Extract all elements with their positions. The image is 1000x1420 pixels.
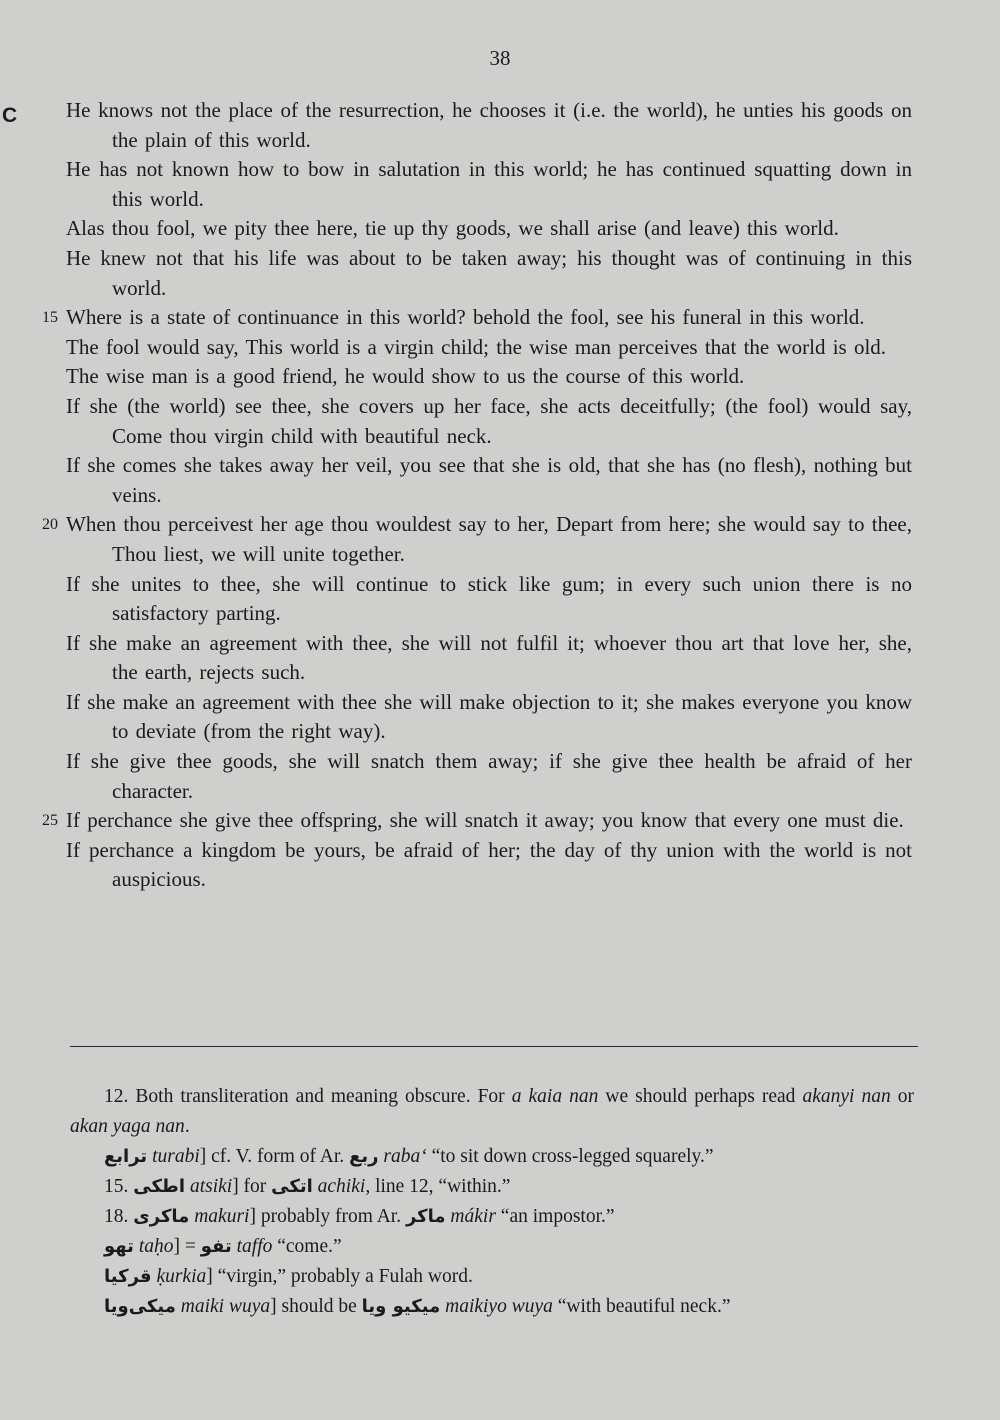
- verse-text-content: If perchance she give thee offspring, she will snatch it away; you know that every one must die.: [66, 808, 904, 833]
- note-text: ] =: [173, 1236, 201, 1257]
- note-text: Both transliteration and meaning obscure. For: [135, 1086, 512, 1107]
- verse-text-content: If she make an agreement with thee, she will not fulfil it; whoever thou art that love her, she, the earth, rejects such.: [66, 630, 912, 685]
- note-number: 12.: [104, 1086, 129, 1107]
- note-text: “come.”: [272, 1236, 342, 1257]
- verse-line: [66, 629, 912, 688]
- line-number: 25: [42, 812, 58, 830]
- verse-line: [66, 688, 912, 747]
- note-italic: turabi: [152, 1146, 200, 1167]
- verse-text-content: If perchance a kingdom be yours, be afraid of her; the day of thy union with the world is not auspicious.: [66, 837, 912, 892]
- verse-text-content: If she give thee goods, she will snatch them away; if she give thee health be afraid of her character.: [66, 749, 912, 803]
- verse-line: [66, 747, 912, 806]
- note-text: or: [890, 1086, 914, 1107]
- margin-letter: C: [2, 104, 18, 127]
- arabic-term: ربع: [349, 1146, 379, 1167]
- verse-text-content: If she unites to thee, she will continue to stick like gum; in every such union there is no satisfactory parting.: [66, 571, 912, 626]
- note-number: 18.: [104, 1206, 129, 1227]
- verse-line: [66, 155, 912, 214]
- note-italic: taffo: [236, 1236, 273, 1257]
- footnote-taho: [70, 1232, 914, 1262]
- footnote-turabi: [70, 1142, 914, 1172]
- note-text: “to sit down cross-legged squarely.”: [426, 1146, 714, 1167]
- footnote-maiki: [70, 1292, 914, 1322]
- verse-line: [66, 96, 912, 155]
- verse-line: [42, 806, 912, 836]
- arabic-term: ماكرى: [133, 1206, 190, 1227]
- note-italic: raba‘: [383, 1146, 427, 1167]
- note-number: 15.: [104, 1176, 129, 1197]
- footnote-15: [70, 1172, 914, 1202]
- footnote-divider: [70, 1046, 918, 1047]
- footnotes: [0, 1082, 1000, 1322]
- verse-line: [66, 451, 912, 510]
- note-italic: maikiyo wuya: [445, 1296, 553, 1317]
- verse-line: [66, 214, 912, 244]
- verse-text-content: If she make an agreement with thee she will make objection to it; she makes everyone you know to deviate (from the right way).: [66, 689, 912, 744]
- verse-line: [42, 510, 912, 569]
- verse-text-content: When thou perceivest her age thou wouldest say to her, Depart from here; she would say to thee, Thou liest, we will unite together.: [66, 512, 912, 566]
- verse-line: [66, 836, 912, 895]
- note-italic: maiki wuya: [180, 1296, 271, 1317]
- note-text: ] cf. V. form of Ar.: [199, 1146, 350, 1167]
- note-text: ] “virgin,” probably a Fulah word.: [206, 1266, 473, 1287]
- arabic-term: اطكى: [133, 1176, 186, 1197]
- note-text: ] probably from Ar.: [249, 1206, 406, 1227]
- note-italic: a kaia nan: [511, 1086, 599, 1107]
- note-text: .: [184, 1116, 190, 1137]
- arabic-term: تفو: [200, 1236, 232, 1257]
- note-italic: akanyi nan: [802, 1086, 891, 1107]
- verse-text-content: The wise man is a good friend, he would show to us the course of this world.: [66, 364, 745, 389]
- arabic-term: ميكى‌ويا: [104, 1296, 176, 1317]
- verse-line: [66, 244, 912, 303]
- verse-text: [0, 96, 1000, 895]
- verse-text-content: If she comes she takes away her veil, you see that she is old, that she has (no flesh), nothing but veins.: [66, 453, 912, 507]
- verse-text-content: He has not known how to bow in salutation in this world; he has continued squatting down in this world.: [66, 157, 912, 211]
- note-italic: mákir: [450, 1206, 496, 1227]
- footnote-kurkia: [70, 1262, 914, 1292]
- verse-text-content: Where is a state of continuance in this world? behold the fool, see his funeral in this world.: [66, 305, 865, 330]
- arabic-term: ميكيو ويا: [361, 1296, 441, 1317]
- verse-line: [66, 570, 912, 629]
- note-italic: atsiki: [189, 1176, 233, 1197]
- note-italic: akan yaga nan: [70, 1116, 185, 1137]
- note-text: “with beautiful neck.”: [552, 1296, 731, 1317]
- verse-text-content: Alas thou fool, we pity thee here, tie up thy goods, we shall arise (and leave) this world.: [66, 216, 839, 241]
- verse-text-content: He knew not that his life was about to be taken away; his thought was of continuing in this world.: [66, 245, 912, 300]
- arabic-term: اتكى: [271, 1176, 313, 1197]
- verse-line: [66, 333, 912, 363]
- verse-text-content: The fool would say, This world is a virgin child; the wise man perceives that the world is old.: [66, 334, 887, 359]
- arabic-term: تهو: [104, 1236, 134, 1257]
- verse-line: [42, 303, 912, 333]
- verse-line: [66, 362, 912, 392]
- verse-text-content: He knows not the place of the resurrection, he chooses it (i.e. the world), he unties his goods on the plain of this world.: [66, 98, 912, 152]
- page-number: 38: [489, 46, 511, 70]
- note-text: we should perhaps read: [598, 1086, 803, 1107]
- verse-text-content: If she (the world) see thee, she covers up her face, she acts deceitfully; (the fool) would say, Come thou virgin child with beautiful neck.: [66, 393, 912, 448]
- arabic-term: ماكر: [405, 1206, 446, 1227]
- note-text: , line 12, “within.”: [365, 1176, 511, 1197]
- arabic-term: قركيا: [104, 1266, 152, 1287]
- line-number: 15: [42, 309, 58, 327]
- note-italic: makuri: [194, 1206, 250, 1227]
- note-text: ] should be: [270, 1296, 362, 1317]
- note-text: “an impostor.”: [495, 1206, 615, 1227]
- note-italic: ḳurkia: [156, 1266, 207, 1287]
- line-number: 20: [42, 516, 58, 534]
- note-italic: taḥo: [138, 1236, 174, 1257]
- arabic-term: ترابع: [104, 1146, 148, 1167]
- note-text: ] for: [232, 1176, 272, 1197]
- note-italic: achiki: [317, 1176, 366, 1197]
- footnote-12: [70, 1082, 914, 1142]
- footnote-18: [70, 1202, 914, 1232]
- verse-line: [66, 392, 912, 451]
